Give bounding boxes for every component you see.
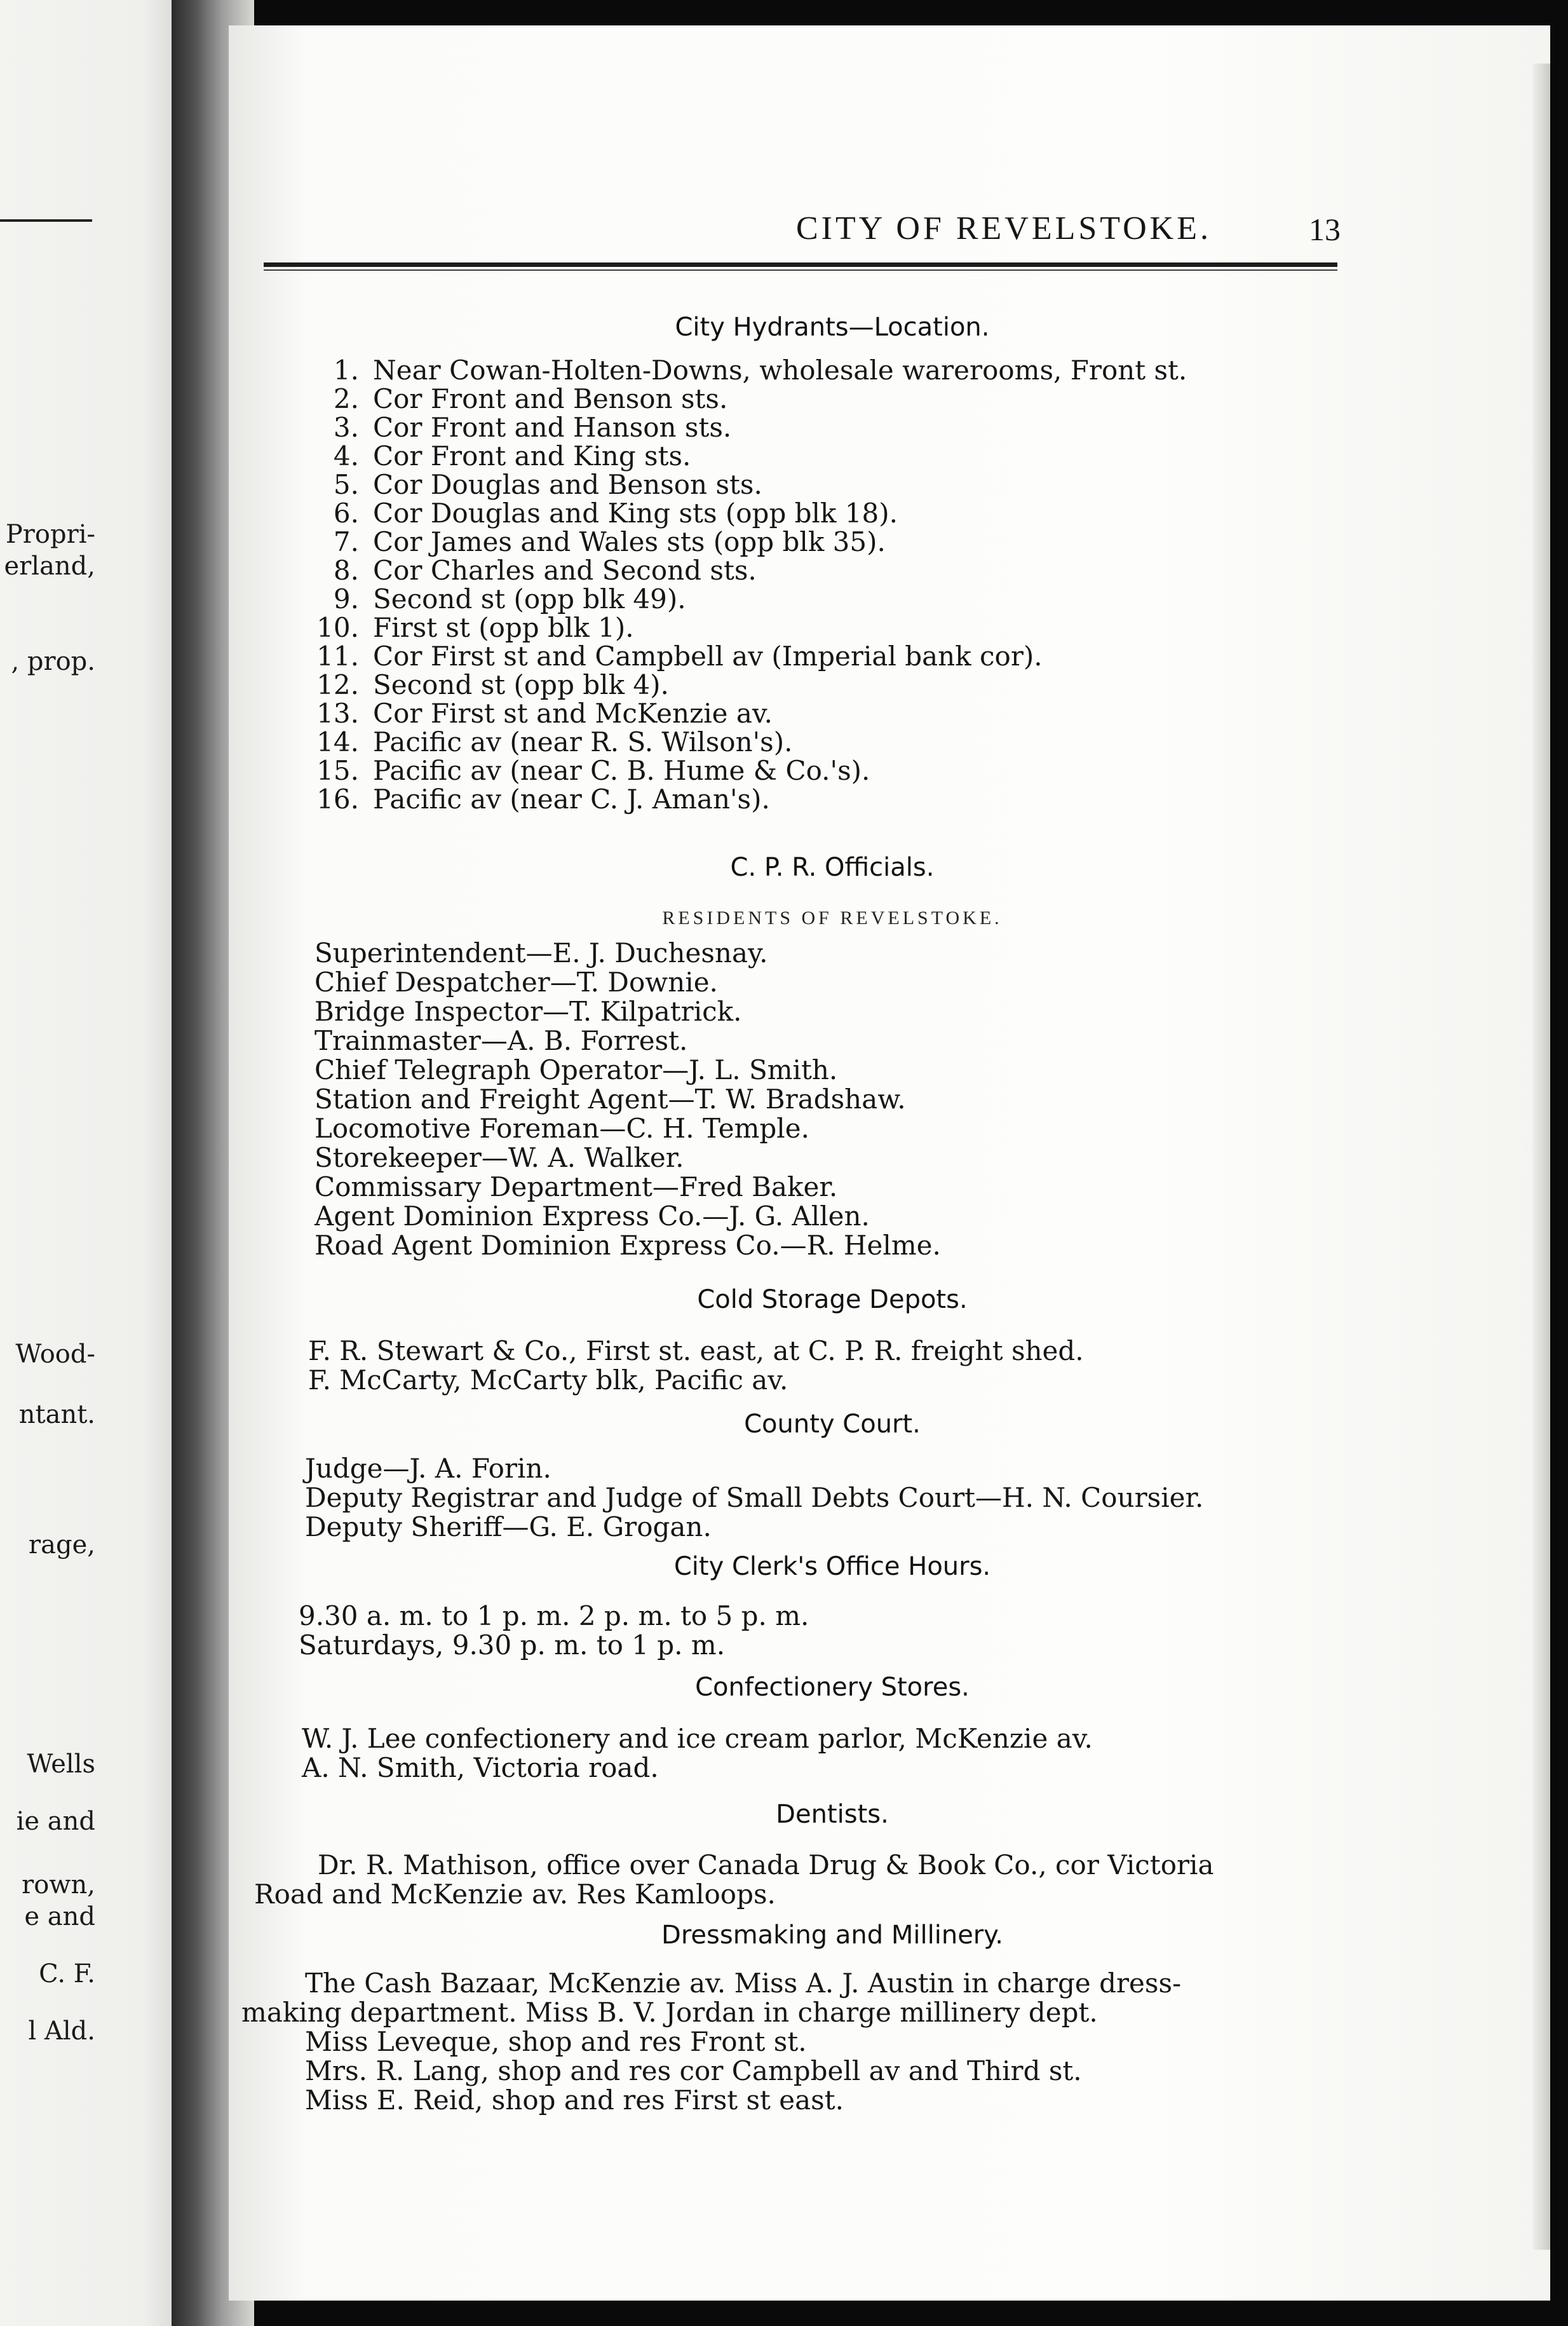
list-item	[311, 699, 1187, 728]
list-item: Saturdays, 9.30 p. m. to 1 p. m.	[299, 1629, 726, 1661]
left-fragment: l Ald.	[28, 2017, 95, 2046]
list-item: Bridge Inspector—T. Kilpatrick.	[314, 996, 742, 1027]
hydrant-location: Cor First st and McKenzie av.	[373, 698, 773, 729]
list-item	[311, 728, 1187, 756]
hydrant-location: Cor James and Wales sts (opp blk 35).	[373, 526, 886, 557]
list-item: Agent Dominion Express Co.—J. G. Allen.	[314, 1200, 870, 1232]
list-item: Deputy Registrar and Judge of Small Debts Court—H. N. Coursier.	[305, 1482, 1204, 1513]
dentists-list	[254, 1851, 1214, 1909]
county-court-list	[305, 1454, 1203, 1542]
list-item: W. J. Lee confectionery and ice cream parlor, McKenzie av.	[302, 1723, 1093, 1754]
hydrant-location: Cor Front and Hanson sts.	[373, 412, 732, 443]
left-fragment: e and	[24, 1902, 95, 1931]
hydrant-number: 12.	[316, 669, 359, 700]
hydrant-number: 16.	[316, 784, 359, 815]
hydrant-number: 1.	[333, 355, 359, 386]
left-fragment: rown,	[22, 1870, 95, 1900]
list-item: Chief Telegraph Operator—J. L. Smith.	[314, 1054, 838, 1085]
left-fragment: ie and	[16, 1807, 95, 1836]
section-title-cpr-officials: C. P. R. Officials.	[730, 853, 935, 882]
hydrant-location: Cor Douglas and Benson sts.	[373, 469, 762, 500]
left-page-rule	[0, 219, 92, 222]
hydrant-location: Cor Front and King sts.	[373, 440, 691, 472]
list-item	[311, 556, 1187, 585]
hydrant-number: 5.	[333, 469, 359, 500]
list-item	[311, 585, 1187, 613]
list-item	[311, 442, 1187, 470]
list-item	[311, 756, 1187, 785]
header-rule-thin	[264, 269, 1337, 271]
hydrant-number: 11.	[316, 641, 359, 672]
list-item	[311, 527, 1187, 556]
list-item: Road Agent Dominion Express Co.—R. Helme.	[314, 1230, 941, 1261]
hydrant-location: First st (opp blk 1).	[373, 612, 634, 643]
cpr-officials-list	[314, 939, 941, 1260]
list-item: Commissary Department—Fred Baker.	[314, 1171, 838, 1202]
header-rule	[264, 262, 1337, 267]
list-item: Chief Despatcher—T. Downie.	[314, 967, 718, 998]
clerk-hours-list	[299, 1602, 809, 1660]
list-item: Trainmaster—A. B. Forrest.	[314, 1025, 688, 1056]
left-fragment: erland,	[4, 552, 95, 581]
list-item	[311, 642, 1187, 670]
hydrant-location: Cor Douglas and King sts (opp blk 18).	[373, 498, 898, 529]
list-item: Station and Freight Agent—T. W. Bradshaw.	[314, 1084, 906, 1115]
list-item: making department. Miss B. V. Jordan in charge millinery dept.	[241, 1997, 1098, 2028]
hydrant-location: Pacific av (near C. B. Hume & Co.'s).	[373, 755, 870, 786]
hydrant-number: 7.	[333, 526, 359, 557]
hydrant-number: 13.	[316, 698, 359, 729]
list-item	[311, 785, 1187, 813]
hydrant-number: 14.	[316, 726, 359, 758]
directory-page	[229, 25, 1550, 2301]
dressmaking-list	[241, 1969, 1181, 2115]
hydrant-number: 9.	[333, 583, 359, 615]
list-item	[311, 470, 1187, 499]
list-item: 9.30 a. m. to 1 p. m. 2 p. m. to 5 p. m.	[299, 1600, 809, 1631]
list-item: Mrs. R. Lang, shop and res cor Campbell av and Third st.	[305, 2055, 1082, 2086]
hydrant-number: 2.	[333, 383, 359, 414]
list-item: Storekeeper—W. A. Walker.	[314, 1142, 684, 1173]
list-item: Superintendent—E. J. Duchesnay.	[314, 937, 768, 969]
list-item	[311, 613, 1187, 642]
list-item	[311, 384, 1187, 413]
hydrant-location: Second st (opp blk 49).	[373, 583, 686, 615]
hydrant-location: Cor Front and Benson sts.	[373, 383, 728, 414]
cold-storage-list	[308, 1336, 1084, 1395]
list-item: F. R. Stewart & Co., First st. east, at C. P. R. freight shed.	[308, 1335, 1084, 1366]
section-title-cold-storage: Cold Storage Depots.	[697, 1285, 968, 1314]
section-title-clerk-hours: City Clerk's Office Hours.	[673, 1552, 991, 1581]
list-item: Deputy Sheriff—G. E. Grogan.	[305, 1511, 712, 1542]
list-item: Dr. R. Mathison, office over Canada Drug & Book Co., cor Victoria	[318, 1849, 1214, 1881]
section-title-dentists: Dentists.	[776, 1800, 889, 1829]
hydrant-number: 4.	[333, 440, 359, 472]
list-item	[311, 670, 1187, 699]
confectionery-list	[302, 1724, 1093, 1783]
list-item: Locomotive Foreman—C. H. Temple.	[314, 1113, 809, 1144]
page-number: 13	[1309, 212, 1341, 247]
list-item	[311, 356, 1187, 384]
page-edge	[1532, 64, 1550, 2250]
hydrant-number: 6.	[333, 498, 359, 529]
section-title-hydrants: City Hydrants—Location.	[675, 313, 990, 342]
running-title: CITY OF REVELSTOKE.	[796, 210, 1212, 247]
left-fragment: Propri-	[5, 520, 95, 549]
section-title-confectionery: Confectionery Stores.	[695, 1673, 970, 1702]
list-item: A. N. Smith, Victoria road.	[302, 1752, 659, 1783]
section-title-dressmaking: Dressmaking and Millinery.	[661, 1921, 1003, 1950]
hydrant-number: 3.	[333, 412, 359, 443]
left-fragment: Wells	[27, 1750, 95, 1779]
hydrant-list	[311, 356, 1187, 813]
hydrant-number: 8.	[333, 555, 359, 586]
left-fragment: , prop.	[11, 647, 95, 676]
left-fragment: ntant.	[18, 1400, 95, 1429]
list-item	[311, 413, 1187, 442]
list-item: Miss E. Reid, shop and res First st east.	[305, 2085, 844, 2116]
hydrant-location: Pacific av (near C. J. Aman's).	[373, 784, 770, 815]
list-item: Miss Leveque, shop and res Front st.	[305, 2026, 807, 2057]
list-item: F. McCarty, McCarty blk, Pacific av.	[308, 1364, 788, 1396]
list-item: The Cash Bazaar, McKenzie av. Miss A. J. Austin in charge dress-	[305, 1968, 1182, 1999]
section-subtitle-residents: RESIDENTS OF REVELSTOKE.	[662, 908, 1003, 928]
hydrant-number: 15.	[316, 755, 359, 786]
hydrant-number: 10.	[316, 612, 359, 643]
left-fragment: rage,	[29, 1530, 95, 1560]
list-item	[311, 499, 1187, 527]
list-item: Judge—J. A. Forin.	[305, 1453, 551, 1484]
left-fragment: C. F.	[39, 1959, 95, 1989]
hydrant-location: Cor Charles and Second sts.	[373, 555, 757, 586]
hydrant-location: Cor First st and Campbell av (Imperial bank cor).	[373, 641, 1043, 672]
list-item: Road and McKenzie av. Res Kamloops.	[254, 1879, 776, 1910]
hydrant-location: Pacific av (near R. S. Wilson's).	[373, 726, 793, 758]
left-fragment: Wood-	[15, 1340, 95, 1369]
hydrant-location: Second st (opp blk 4).	[373, 669, 669, 700]
section-title-county-court: County Court.	[744, 1410, 921, 1439]
hydrant-location: Near Cowan-Holten-Downs, wholesale warerooms, Front st.	[373, 355, 1187, 386]
